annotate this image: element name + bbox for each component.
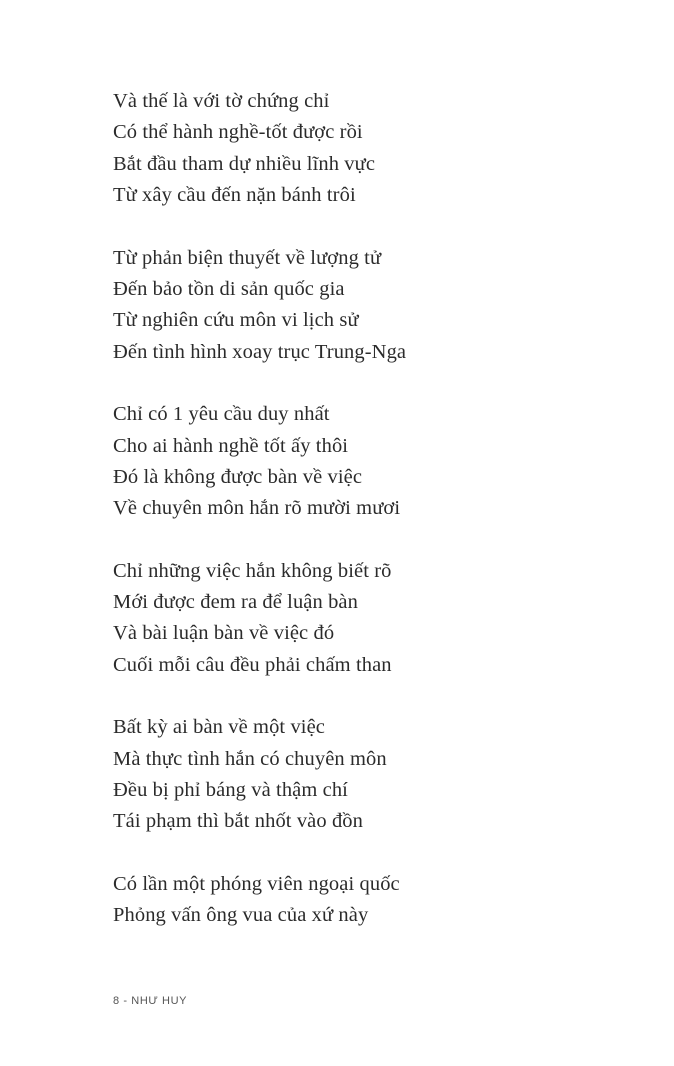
poem-line: Cuối mỗi câu đều phải chấm than bbox=[113, 653, 392, 676]
poem-line: Đó là không được bàn về việc bbox=[113, 465, 363, 488]
poem-line: Có lần một phóng viên ngoại quốc bbox=[113, 872, 400, 895]
poem-body bbox=[113, 86, 633, 963]
poem-line: Phỏng vấn ông vua của xứ này bbox=[113, 904, 369, 927]
poem-line: Có thể hành nghề-tốt được rồi bbox=[113, 121, 363, 144]
poem-line: Từ xây cầu đến nặn bánh trôi bbox=[113, 184, 356, 207]
poem-line: Đều bị phỉ báng và thậm chí bbox=[113, 779, 348, 802]
stanza-5 bbox=[113, 712, 633, 838]
poem-line: Đến bảo tồn di sản quốc gia bbox=[113, 277, 345, 300]
poem-line: Từ nghiên cứu môn vi lịch sử bbox=[113, 309, 359, 332]
poem-line: Đến tình hình xoay trục Trung-Nga bbox=[113, 340, 407, 363]
stanza-4 bbox=[113, 556, 633, 682]
stanza-1 bbox=[113, 86, 633, 212]
stanza-3 bbox=[113, 399, 633, 525]
poem-line: Mà thực tình hắn có chuyên môn bbox=[113, 747, 387, 770]
poem-line: Chỉ có 1 yêu cầu duy nhất bbox=[113, 403, 330, 426]
poem-line: Từ phản biện thuyết về lượng tử bbox=[113, 246, 382, 269]
poem-line: Cho ai hành nghề tốt ấy thôi bbox=[113, 434, 349, 457]
poem-line: Và thế là với tờ chứng chỉ bbox=[113, 90, 330, 112]
page-footer: 8 - NHƯ HUY bbox=[113, 995, 188, 1007]
stanza-2 bbox=[113, 243, 633, 369]
stanza-6 bbox=[113, 869, 633, 932]
poem-line: Bắt đầu tham dự nhiều lĩnh vực bbox=[113, 152, 376, 175]
poem-line: Chỉ những việc hắn không biết rõ bbox=[113, 559, 392, 582]
poem-line: Và bài luận bàn về việc đó bbox=[113, 622, 335, 645]
poem-line: Về chuyên môn hắn rõ mười mươi bbox=[113, 497, 401, 520]
poem-line: Tái phạm thì bắt nhốt vào đồn bbox=[113, 810, 363, 833]
poem-line: Mới được đem ra để luận bàn bbox=[113, 591, 358, 614]
poem-line: Bất kỳ ai bàn về một việc bbox=[113, 716, 325, 739]
